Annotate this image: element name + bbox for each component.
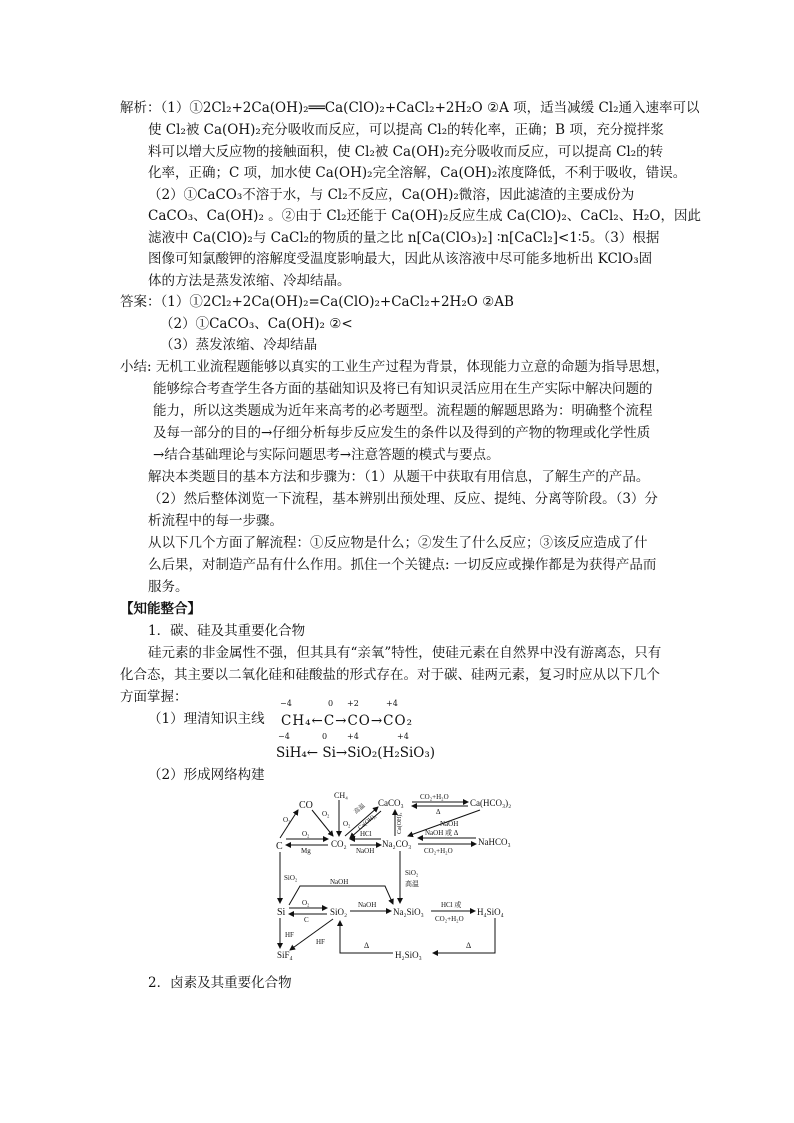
diagram-label: O₂ xyxy=(302,899,310,907)
diagram-label: Mg xyxy=(301,847,311,855)
section-heading: 【知能整合】 xyxy=(120,601,201,617)
node-caco3: CaCO₃ xyxy=(378,798,404,808)
diagram-label: Δ xyxy=(466,941,472,950)
node-c: C xyxy=(276,841,283,852)
summary-line: 及每一部分的目的→仔细分析每步反应发生的条件以及得到的产物的物理或化学性质 xyxy=(153,425,651,441)
summary-line: 服务。 xyxy=(148,579,189,595)
diagram-label: O₂ xyxy=(283,816,291,824)
node-co2: CO₂ xyxy=(331,839,347,849)
node-na2sio3: Na₂SiO₃ xyxy=(393,907,424,917)
node-sif4: SiF₄ xyxy=(277,950,293,960)
diagram-label: HCl xyxy=(360,830,372,838)
subsection-title: 2．卤素及其重要化合物 xyxy=(148,975,292,991)
diagram-label: 高温 xyxy=(405,880,419,888)
diagram-label: Ca(OH)₂ xyxy=(397,812,403,834)
summary-line: 解决本类题目的基本方法和步骤为：（1）从题干中获取有用信息，了解生产的产品。 xyxy=(148,469,650,485)
diagram-label: NaOH xyxy=(358,901,377,909)
body-line: 方面掌握： xyxy=(120,689,188,705)
diagram-label: HF xyxy=(285,931,294,939)
node-h2sio3: H₂SiO₃ xyxy=(395,950,422,960)
ox-state: 0 xyxy=(328,699,334,708)
diagram-label: O₂ xyxy=(302,830,310,838)
diagram-label: HCl 或 xyxy=(441,901,462,909)
ox-state: +2 xyxy=(347,699,359,708)
summary-line: →结合基础理论与实际问题思考→注意答题的模式与要点。 xyxy=(153,447,500,463)
summary-line: 能力，所以这类题成为近年来高考的必考题型。流程题的解题思路为：明确整个流程 xyxy=(153,403,653,419)
ox-state: −4 xyxy=(278,732,290,741)
summary-line: 能够综合考查学生各方面的基础知识及将已有知识灵活应用在生产实际中解决问题的 xyxy=(153,381,653,397)
ox-state: 0 xyxy=(322,732,328,741)
ox-state: +4 xyxy=(347,732,359,741)
node-sio2: SiO₂ xyxy=(330,907,348,917)
ox-state: +4 xyxy=(397,732,409,741)
answer-line: （3）蒸发浓缩、冷却结晶 xyxy=(160,337,318,353)
diagram-label: CO₂+H₂O xyxy=(420,793,449,801)
node-cahco3: Ca(HCO₃)₂ xyxy=(470,798,512,808)
ox-state: −4 xyxy=(280,699,292,708)
diagram-label: NaOH 或 Δ xyxy=(425,829,459,837)
analysis-line: （2）①CaCO₃不溶于水，与 Cl₂不反应，Ca(OH)₂微溶，因此滤渣的主要成份为 xyxy=(148,187,635,203)
diagram-label: CO₂+H₂O xyxy=(424,847,453,855)
analysis-line: 图像可知氯酸钾的溶解度受温度影响最大，因此从该溶液中尽可能多地析出 KClO₃固 xyxy=(148,251,653,267)
node-si: Si xyxy=(277,907,286,918)
analysis-line: CaCO₃、Ca(OH)₂ 。②由于 Cl₂还能于 Ca(OH)₂反应生成 Ca(ClO)₂、CaCl₂、H₂O，因此 xyxy=(148,208,701,224)
diagram-label: Ca(OH)₂ xyxy=(357,813,378,832)
analysis-line: 体的方法是蒸发浓缩、冷却结晶。 xyxy=(148,273,351,289)
diagram-label: SiO₂ xyxy=(284,874,298,882)
analysis-line: 滤液中 Ca(ClO)₂与 CaCl₂的物质的量之比 n[Ca(ClO₃)₂] ∶n[CaCl₂]<1∶5。（3）根据 xyxy=(148,230,660,246)
node-co: CO xyxy=(299,800,313,811)
diagram-label: Δ xyxy=(364,941,370,950)
diagram-label: 高温 xyxy=(353,803,367,816)
summary-line: （2）然后整体浏览一下流程，基本辨别出预处理、反应、提纯、分离等阶段。（3）分 xyxy=(148,491,658,507)
diagram-label: NaOH xyxy=(356,847,375,855)
diagram-label: Δ xyxy=(436,808,441,816)
chain-text: CH₄←C→CO→CO₂ xyxy=(281,713,413,729)
analysis-line: 料可以增大反应物的接触面积，使 Cl₂被 Ca(OH)₂充分吸收而反应，可以提高 Cl₂的转 xyxy=(148,144,664,160)
diagram-label: CO₂+H₂O xyxy=(435,915,464,923)
node-na2co3: Na₂CO₃ xyxy=(382,839,412,849)
ox-state: +4 xyxy=(386,699,398,708)
diagram-label: C xyxy=(304,916,309,924)
diagram-label: SiO₂ xyxy=(405,869,419,877)
item-label: （2）形成网络构建 xyxy=(148,767,265,783)
diagram-label: O₂ xyxy=(322,810,330,818)
summary-line: 小结: 无机工业流程题能够以真实的工业生产过程为背景，体现能力立意的命题为指导思想， xyxy=(120,359,669,375)
summary-line: 析流程中的每一步骤。 xyxy=(148,513,283,529)
analysis-line: 化率，正确；C 项，加水使 Ca(OH)₂完全溶解，Ca(OH)₂浓度降低，不利于吸收，错误。 xyxy=(148,165,687,181)
body-line: 化合态，其主要以二氧化硅和硅酸盐的形式存在。对于碳、硅两元素，复习时应从以下几个 xyxy=(120,667,660,683)
body-line: 硅元素的非金属性不强，但其具有“亲氧”特性，使硅元素在自然界中没有游离态，只有 xyxy=(148,645,662,661)
summary-line: 从以下几个方面了解流程：①反应物是什么；②发生了什么反应；③该反应造成了什 xyxy=(148,535,648,551)
node-ch4: CH₄ xyxy=(334,791,348,800)
analysis-line: 使 Cl₂被 Ca(OH)₂充分吸收而反应，可以提高 Cl₂的转化率，正确；B 项，充分搅拌浆 xyxy=(148,122,664,138)
diagram-label: NaOH xyxy=(440,820,459,828)
node-h4sio4: H₄SiO₄ xyxy=(477,907,504,917)
diagram-label: NaOH xyxy=(330,878,349,886)
answer-line: （2）①CaCO₃、Ca(OH)₂ ②< xyxy=(160,316,353,332)
summary-line: 么后果，对制造产品有什么作用。抓住一个关键点: 一切反应或操作都是为获得产品而 xyxy=(148,557,657,573)
analysis-line: 解析：（1）①2Cl₂+2Ca(OH)₂══Ca(ClO)₂+CaCl₂+2H₂O ②A 项，适当减缓 Cl₂通入速率可以 xyxy=(120,100,700,116)
answer-line: 答案：（1）①2Cl₂+2Ca(OH)₂=Ca(ClO)₂+CaCl₂+2H₂O ②AB xyxy=(120,294,514,310)
node-nahco3: NaHCO₃ xyxy=(478,837,511,847)
subsection-title: 1．碳、硅及其重要化合物 xyxy=(148,623,306,639)
item-label: （1）理清知识主线 xyxy=(148,711,265,727)
chain-text: SiH₄← Si→SiO₂(H₂SiO₃) xyxy=(276,745,436,761)
diagram-label: HF xyxy=(316,938,325,946)
diagram-label: O₂ xyxy=(343,820,351,828)
